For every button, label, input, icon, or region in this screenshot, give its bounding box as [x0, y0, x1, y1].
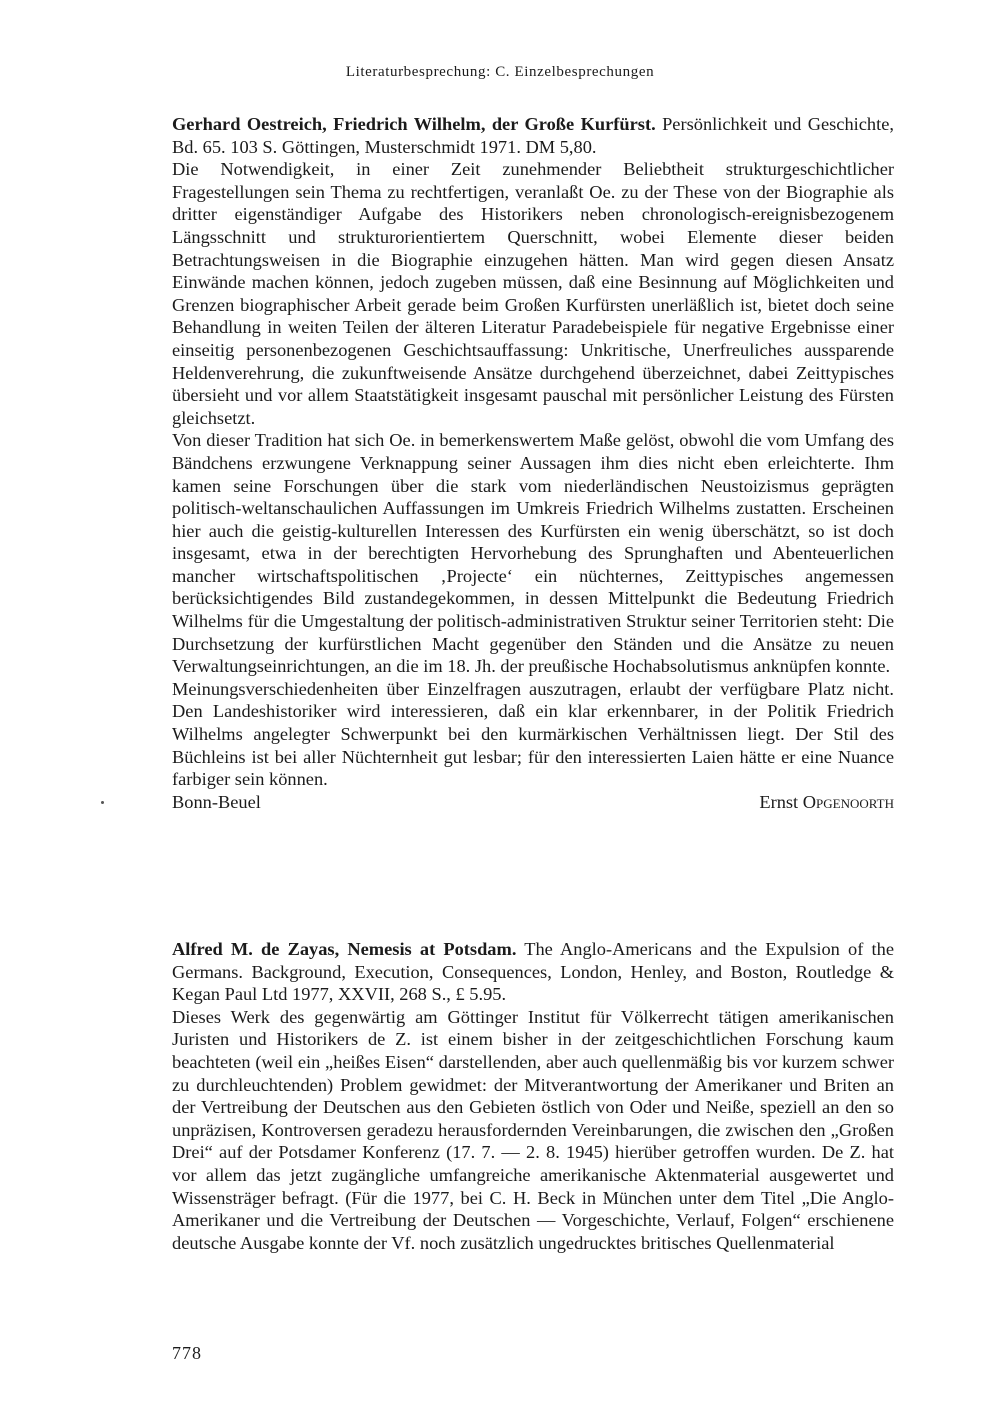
- reviewer-first-name: Ernst: [759, 791, 803, 812]
- book-author-title: Alfred M. de Zayas, Nemesis at Potsdam.: [172, 939, 517, 959]
- review-de-zayas: [172, 938, 894, 1254]
- book-details: The Anglo-Americans and the Expulsion of the Germans. Background, Execution, Consequences, London, Henley, and Boston, Routledge & Kegan Paul Ltd 1977, XXVII, 268 S., £ 5.95.: [172, 939, 894, 1005]
- review-paragraph: Dieses Werk des gegenwärtig am Göttinger Institut für Völkerrecht tätigen amerikanischen Juristen und Historikers de Z. ist einem bisher in der zeitgeschichtlichen Forschung kaum beachteten (weil ein „heißes Eisen“ darstellenden, aber auch quellenmäßig bis vor kurzem schwer zu durchleuchtenden) Problem gewidmet: der Mitverantwortung der Amerikaner und Briten an der Vertreibung der Deutschen aus den Gebieten östlich von Oder und Neiße, speziell an den so unpräzisen, Kontroversen geradezu herausfordernden Vereinbarungen, die zwischen den „Großen Drei“ auf der Potsdamer Konferenz (17. 7. — 2. 8. 1945) hierüber getroffen wurden. De Z. hat vor allem das jetzt zugängliche umfangreiche amerikanische Aktenmaterial ausgewertet und Wissensträger befragt. (Für die 1977, bei C. H. Beck in München unter dem Titel „Die Anglo-Amerikaner und die Vertreibung der Deutschen — Vorgeschichte, Verlauf, Folgen“ erschienene deutsche Ausgabe konnte der Vf. noch zusätzlich ungedrucktes britisches Quellenmaterial: [172, 1006, 894, 1253]
- page-number: 778: [172, 1343, 202, 1363]
- bibliographic-entry: [172, 113, 894, 158]
- reviewer-name: [759, 791, 894, 814]
- margin-mark: [101, 801, 104, 804]
- book-author-title: Gerhard Oestreich, Friedrich Wilhelm, der Große Kurfürst.: [172, 114, 656, 134]
- review-paragraph: Meinungsverschiedenheiten über Einzelfragen auszutragen, erlaubt der verfügbare Platz nicht. Den Landeshistoriker wird interessieren, daß ein klar erkennbarer, in der Politik Friedrich Wilhelms angelegter Schwerpunkt bei den kurmärkischen Verhältnissen liegt. Der Stil des Büchleins ist bei aller Nüchternheit gut lesbar; für den interessierten Laien hätte er eine Nuance farbiger sein können.: [172, 678, 894, 790]
- review-oestreich: [172, 113, 894, 813]
- reviewer-surname: Opgenoorth: [802, 791, 894, 812]
- review-paragraph: Die Notwendigkeit, in einer Zeit zunehmender Beliebtheit strukturgeschichtlicher Fragestellungen sein Thema zu rechtfertigen, veranlaßt Oe. zu der These von der Biographie als dritter eigenständiger Aufgabe des Historikers neben chronologisch-ereignisbezogenem Längsschnitt und strukturorientiertem Querschnitt, wobei Elemente dieser beiden Betrachtungsweisen in die Biographie einzugehen hätten. Man wird gegen diesen Ansatz Einwände machen können, jedoch zugeben müssen, daß eine Besinnung auf Möglichkeiten und Grenzen biographischer Arbeit gerade beim Großen Kurfürsten unerläßlich ist, bietet doch seine Behandlung in weiten Teilen der älteren Literatur Paradebeispiele für negative Ergebnisse einer einseitig personenbezogenen Geschichtsauffassung: Unkritische, Unerfreuliches aussparende Heldenverehrung, die zukunftweisende Ansätze durchgehend überzeichnet, dabei Zeittypisches übersieht und vor allem Staatstätigkeit insgesamt pauschal mit persönlicher Leistung des Fürsten gleichsetzt.: [172, 159, 894, 428]
- review-paragraph: Von dieser Tradition hat sich Oe. in bemerkenswertem Maße gelöst, obwohl die vom Umfang des Bändchens erzwungene Verknappung seiner Aussagen ihm dies nicht eben erleichterte. Ihm kamen seine Forschungen über die stark vom niederländischen Neustoizismus geprägten politisch-weltanschaulichen Auffassungen im Umkreis Friedrich Wilhelms zustatten. Erscheinen hier auch die geistig-kulturellen Interessen des Kurfürsten ein wenig überschätzt, so ist doch insgesamt, etwa in der berechtigten Hervorhebung des Sprunghaften und Abenteuerlichen mancher wirtschaftspolitischen ‚Projecte‘ ein nüchternes, Zeittypisches angemessen berücksichtigendes Bild zustandegekommen, in dessen Mittelpunkt die Bedeutung Friedrich Wilhelms für die Umgestaltung der politisch-administrativen Struktur seiner Territorien steht: Die Durchsetzung der kurfürstlichen Macht gegenüber den Ständen und die Ansätze zu neuen Verwaltungseinrichtungen, an die im 18. Jh. der preußische Hochabsolutismus anknüpfen konnte.: [172, 430, 894, 677]
- running-head: Literaturbesprechung: C. Einzelbesprechungen: [345, 64, 655, 80]
- bibliographic-entry: [172, 938, 894, 1006]
- reviewer-place: Bonn-Beuel: [172, 791, 261, 812]
- review-signature: [172, 791, 894, 814]
- book-details: Persönlichkeit und Geschichte, Bd. 65. 103 S. Göttingen, Musterschmidt 1971. DM 5,80.: [172, 114, 894, 157]
